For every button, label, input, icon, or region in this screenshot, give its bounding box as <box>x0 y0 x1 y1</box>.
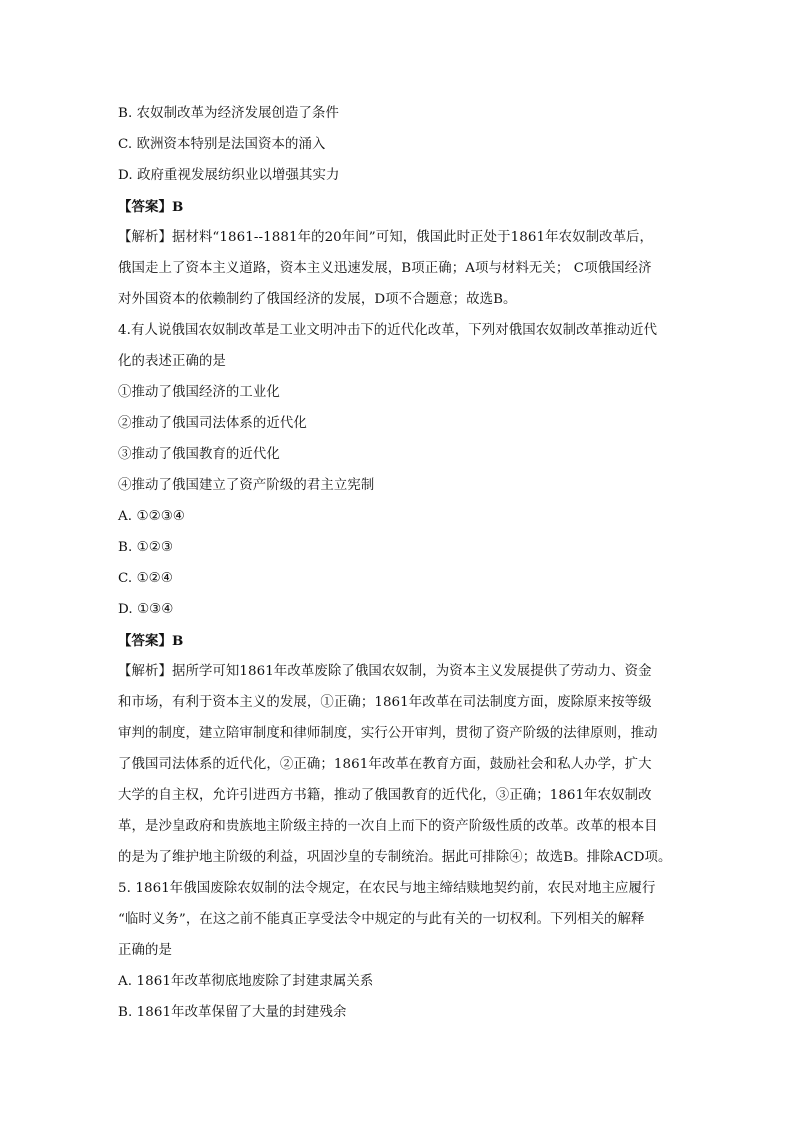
analysis-q3-line2: 俄国走上了资本主义道路，资本主义迅速发展，B项正确；A项与材料无关； C项俄国经济 <box>118 261 652 276</box>
question-4-line2: 化的表述正确的是 <box>118 354 226 369</box>
analysis-q4-line1: 【解析】据所学可知1861年改革废除了俄国农奴制，为资本主义发展提供了劳动力、资金 <box>118 664 652 679</box>
analysis-q4-line3: 审判的制度，建立陪审制度和律师制度，实行公开审判，贯彻了资产阶级的法律原则，推动 <box>118 726 658 741</box>
analysis-q4-line4: 了俄国司法体系的近代化，②正确；1861年改革在教育方面，鼓励社会和私人办学，扩大 <box>118 757 652 772</box>
question-5-line3: 正确的是 <box>118 943 172 958</box>
analysis-q3-line1: 【解析】据材料“1861--1881年的20年间”可知，俄国此时正处于1861年农奴制改革后， <box>118 230 654 245</box>
question-5-line1: 5. 1861年俄国废除农奴制的法令规定，在农民与地主缔结赎地契约前，农民对地主应履行 <box>118 881 656 896</box>
option-a-q5: A. 1861年改革彻底地废除了封建隶属关系 <box>118 974 374 989</box>
answer-q4: 【答案】B <box>118 633 184 649</box>
option-d-q3: D. 政府重视发展纺织业以增强其实力 <box>118 168 340 183</box>
statement-1: ①推动了俄国经济的工业化 <box>118 385 280 400</box>
analysis-q4-line2: 和市场，有利于资本主义的发展，①正确；1861年改革在司法制度方面，废除原来按等级 <box>118 695 652 710</box>
option-d-q4: D. ①③④ <box>118 602 174 617</box>
option-b-q3: B. 农奴制改革为经济发展创造了条件 <box>118 106 340 121</box>
option-b-q4: B. ①②③ <box>118 540 173 555</box>
analysis-q4-line5: 大学的自主权，允许引进西方书籍，推动了俄国教育的近代化，③正确；1861年农奴制改 <box>118 788 652 803</box>
option-b-q5: B. 1861年改革保留了大量的封建残余 <box>118 1005 347 1020</box>
statement-4: ④推动了俄国建立了资产阶级的君主立宪制 <box>118 478 375 493</box>
statement-3: ③推动了俄国教育的近代化 <box>118 447 280 462</box>
analysis-q3-line3: 对外国资本的依赖制约了俄国经济的发展，D项不合题意；故选B。 <box>118 292 517 307</box>
statement-2: ②推动了俄国司法体系的近代化 <box>118 416 307 431</box>
option-a-q4: A. ①②③④ <box>118 509 185 524</box>
question-5-line2: “临时义务”，在这之前不能真正享受法令中规定的与此有关的一切权利。下列相关的解释 <box>118 912 645 927</box>
answer-q3: 【答案】B <box>118 199 184 215</box>
analysis-q4-line7: 的是为了维护地主阶级的利益，巩固沙皇的专制统治。据此可排除④；故选B。排除ACD项。 <box>118 850 672 865</box>
question-4-line1: 4.有人说俄国农奴制改革是工业文明冲击下的近代化改革，下列对俄国农奴制改革推动近代 <box>118 323 658 338</box>
option-c-q4: C. ①②④ <box>118 571 173 586</box>
analysis-q4-line6: 革，是沙皇政府和贵族地主阶级主持的一次自上而下的资产阶级性质的改革。改革的根本目 <box>118 819 658 834</box>
option-c-q3: C. 欧洲资本特别是法国资本的涌入 <box>118 137 326 152</box>
